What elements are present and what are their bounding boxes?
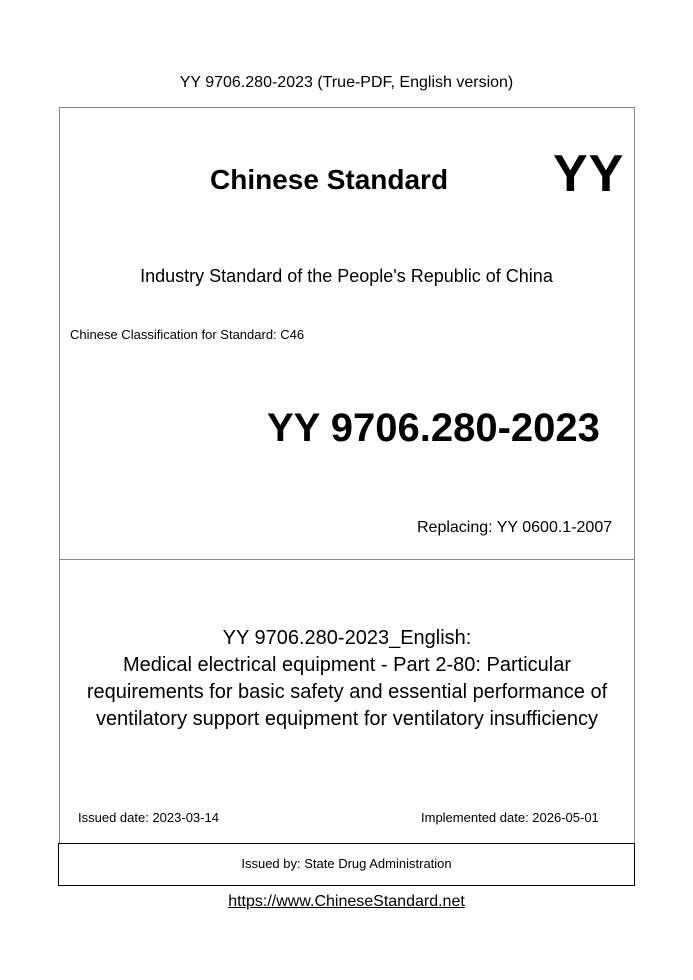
replacing-label: Replacing: YY 0600.1-2007 [417, 519, 613, 536]
classification-label: Chinese Classification for Standard: C46 [70, 327, 305, 342]
standard-description [59, 625, 635, 733]
description-line: requirements for basic safety and essential performance of [86, 681, 608, 703]
implemented-date: Implemented date: 2026-05-01 [421, 810, 599, 825]
issued-date: Issued date: 2023-03-14 [78, 810, 219, 825]
industry-line: Industry Standard of the People's Republic of China [140, 266, 553, 286]
cover-title: Chinese Standard [210, 164, 449, 195]
description-line: ventilatory support equipment for ventilatory insufficiency [95, 708, 599, 730]
standard-code-mark: YY [553, 145, 625, 203]
standard-number: YY 9706.280-2023 [267, 406, 600, 450]
description-line: Medical electrical equipment - Part 2-80: Particular [123, 654, 571, 676]
description-line: YY 9706.280-2023_English: [222, 627, 472, 649]
website-link[interactable]: https://www.ChineseStandard.net [228, 893, 465, 910]
issuer-label: Issued by: State Drug Administration [241, 856, 452, 871]
document-header: YY 9706.280-2023 (True-PDF, English version) [179, 74, 514, 91]
